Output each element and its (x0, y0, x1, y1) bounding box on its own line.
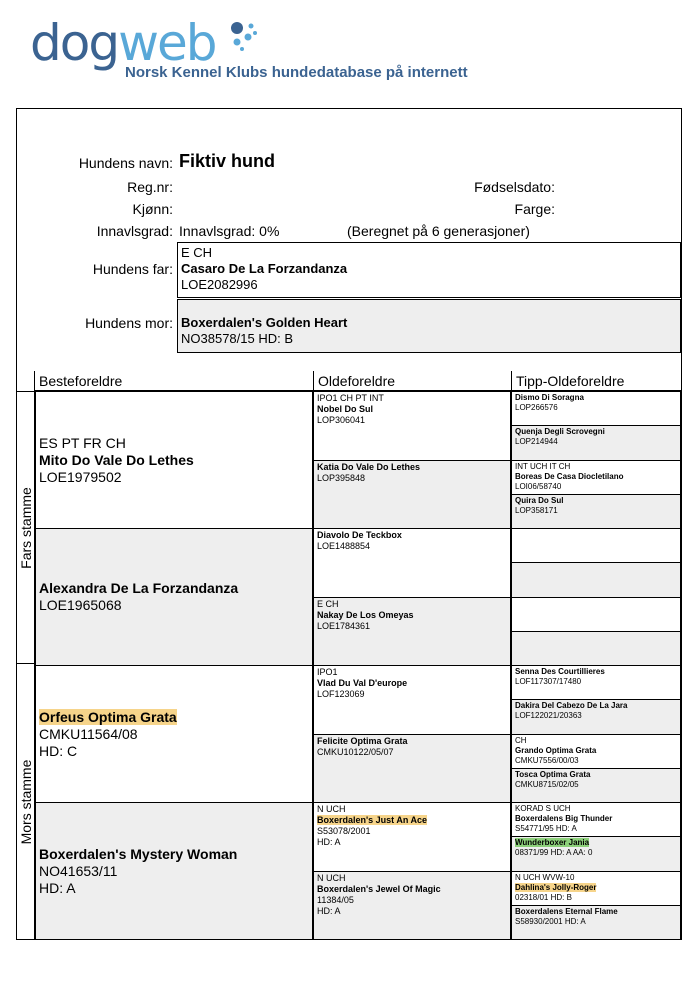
dog-info-section (17, 109, 681, 371)
pedigree-name[interactable]: Alexandra De La Forzandanza (39, 580, 239, 596)
logo-subtitle: Norsk Kennel Klubs hundedatabase på internett (125, 64, 468, 81)
pedigree-name[interactable] (317, 815, 510, 826)
pedigree-name[interactable]: Senna Des Courtillieres (515, 667, 605, 676)
pedigree-title: KORAD S UCH (515, 804, 571, 813)
fars-stamme-side (17, 391, 35, 664)
corner-cell (17, 371, 35, 392)
pedigree-name[interactable]: Diavolo De Teckbox (317, 530, 402, 540)
mother-label: Hundens mor: (85, 315, 173, 331)
pedigree-name[interactable]: Quenja Degli Scrovegni (515, 427, 605, 437)
gender-label: Kjønn: (132, 201, 173, 217)
pedigree-cell-great-grandparents[interactable] (313, 871, 511, 941)
pedigree-cell-great-great-grandparents[interactable] (511, 665, 681, 700)
pedigree-reg: LOE1488854 (317, 541, 371, 551)
mother-name[interactable]: Boxerdalen's Golden Heart (181, 315, 348, 330)
pedigree-cell-grandparents[interactable] (35, 528, 313, 666)
pedigree-name[interactable]: Boxerdalens Eternal Flame (515, 906, 618, 916)
pedigree-cell-great-great-grandparents[interactable] (511, 768, 681, 803)
pedigree-title: ES PT FR CH (39, 434, 126, 451)
pedigree-title: IPO1 CH PT INT (317, 393, 384, 403)
pedigree-name[interactable]: Vlad Du Val D'europe (317, 678, 408, 688)
pedigree-hd: HD: A (317, 905, 341, 916)
mors-stamme-label: Mors stamme (18, 759, 34, 845)
pedigree-name[interactable] (39, 709, 312, 726)
pedigree-title: INT UCH IT CH (515, 461, 571, 471)
pedigree-title: N UCH (317, 804, 346, 814)
pedigree-reg: LOP306041 (317, 415, 366, 425)
pedigree-reg: LOE1965068 (39, 597, 122, 613)
father-title: E CH (181, 245, 213, 260)
pedigree-name[interactable]: Dakira Del Cabezo De La Jara (515, 701, 628, 711)
pedigree-reg: LOF117307/17480 (515, 677, 582, 686)
pedigree-cell-great-great-grandparents[interactable] (511, 494, 681, 529)
pedigree-reg: LOF123069 (317, 689, 365, 699)
header-oldeforeldre: Oldeforeldre (313, 371, 511, 391)
father-box[interactable] (177, 242, 681, 298)
pedigree-cell-great-grandparents[interactable] (313, 597, 511, 667)
pedigree-cell-great-grandparents[interactable] (313, 460, 511, 530)
pedigree-cell-great-great-grandparents[interactable] (511, 562, 681, 597)
pedigree-name[interactable]: Mito Do Vale Do Lethes (39, 451, 194, 468)
pedigree-reg: S54771/95 HD: A (515, 824, 577, 833)
highlighted-dog-name[interactable]: Boxerdalen's Just An Ace (317, 815, 428, 825)
inbreeding-label: Innavlsgrad: (96, 223, 173, 239)
pedigree-name[interactable]: Felicite Optima Grata (317, 735, 408, 746)
pedigree-name[interactable]: Dismo Di Soragna (515, 393, 584, 402)
fars-stamme-label: Fars stamme (18, 487, 34, 569)
regnr-label: Reg.nr: (127, 179, 173, 195)
header-besteforeldre: Besteforeldre (35, 371, 313, 391)
pedigree-name[interactable]: Nakay De Los Omeyas (317, 609, 414, 620)
pedigree-cell-great-grandparents[interactable] (313, 665, 511, 735)
pedigree-name[interactable] (515, 883, 680, 893)
color-label: Farge: (514, 201, 555, 217)
pedigree-reg: 11384/05 (317, 894, 354, 905)
header-tipp-oldeforeldre: Tipp-Oldeforeldre (511, 371, 681, 391)
pedigree-name[interactable]: Nobel Do Sul (317, 404, 373, 414)
pedigree-name[interactable]: Boxerdalen's Mystery Woman (39, 845, 238, 862)
pedigree-reg: CMKU7556/00/03 (515, 755, 579, 765)
pedigree-reg: LOP358171 (515, 505, 558, 515)
logo-wordmark (30, 14, 216, 72)
pedigree-name[interactable]: Grando Optima Grata (515, 745, 597, 755)
pedigree-cell-great-great-grandparents[interactable] (511, 597, 681, 632)
mother-box[interactable] (177, 299, 681, 353)
pedigree-cell-great-great-grandparents[interactable] (511, 425, 681, 460)
pedigree-name[interactable]: Quira Do Sul (515, 495, 564, 505)
pedigree-name[interactable]: Boxerdalens Big Thunder (515, 814, 613, 823)
pedigree-cell-great-grandparents[interactable] (313, 734, 511, 804)
pedigree-reg: LOE1784361 (317, 620, 371, 631)
pedigree-cell-great-great-grandparents[interactable] (511, 836, 681, 871)
pedigree-table (17, 371, 681, 939)
pedigree-reg: NO41653/11 (39, 862, 118, 879)
highlighted-dog-name[interactable]: Orfeus Optima Grata (39, 708, 177, 725)
inbreeding-note: (Beregnet på 6 generasjoner) (347, 223, 530, 239)
father-label: Hundens far: (92, 261, 173, 277)
pedigree-hd: HD: A (317, 837, 341, 847)
pedigree-cell-great-great-grandparents[interactable] (511, 528, 681, 563)
pedigree-cell-great-great-grandparents[interactable] (511, 802, 681, 837)
pedigree-title: IPO1 (317, 667, 338, 677)
pedigree-reg: 02318/01 HD: B (515, 892, 572, 902)
pedigree-reg: LOP395848 (317, 472, 366, 483)
pedigree-cell-grandparents[interactable] (35, 391, 313, 529)
paw-dots-icon (228, 20, 268, 56)
pedigree-cell-great-great-grandparents[interactable] (511, 631, 681, 666)
name-label: Hundens navn: (78, 155, 173, 171)
pedigree-title: CH (515, 735, 527, 745)
logo-dog-text: dog (30, 14, 119, 72)
pedigree-cell-great-great-grandparents[interactable] (511, 871, 681, 906)
pedigree-reg: CMKU8715/02/05 (515, 779, 579, 789)
pedigree-hd: HD: C (39, 742, 78, 759)
pedigree-reg: CMKU11564/08 (39, 725, 138, 742)
pedigree-title: N UCH (317, 872, 346, 883)
father-name[interactable]: Casaro De La Forzandanza (181, 261, 348, 276)
pedigree-cell-great-great-grandparents[interactable] (511, 699, 681, 734)
father-reg: LOE2082996 (181, 277, 258, 292)
pedigree-title: E CH (317, 598, 339, 609)
pedigree-reg: LOI06/58740 (515, 481, 562, 491)
pedigree-cell-great-great-grandparents[interactable] (511, 391, 681, 426)
mother-reg: NO38578/15 HD: B (181, 331, 294, 346)
pedigree-name[interactable]: Katia Do Vale Do Lethes (317, 461, 421, 472)
pedigree-cell-great-grandparents[interactable] (313, 391, 511, 461)
pedigree-cell-grandparents[interactable] (35, 802, 313, 940)
pedigree-name[interactable] (515, 838, 680, 848)
pedigree-reg: S58930/2001 HD: A (515, 916, 586, 926)
pedigree-title: N UCH WVW-10 (515, 872, 575, 882)
pedigree-name[interactable]: Boxerdalen's Jewel Of Magic (317, 883, 441, 894)
pedigree-name[interactable]: Boreas De Casa Diocletilano (515, 471, 624, 481)
pedigree-reg: LOF122021/20363 (515, 711, 582, 721)
pedigree-cell-grandparents[interactable] (35, 665, 313, 803)
highlighted-dog-name[interactable]: Wunderboxer Jania (515, 838, 590, 848)
pedigree-hd: HD: A (39, 879, 76, 896)
pedigree-name[interactable]: Tosca Optima Grata (515, 769, 591, 779)
inbreeding-value: Innavlsgrad: 0% (179, 223, 280, 239)
mors-stamme-side (17, 663, 35, 939)
dog-name: Fiktiv hund (179, 151, 275, 171)
pedigree-reg: 08371/99 HD: A AA: 0 (515, 848, 593, 858)
pedigree-reg: LOP214944 (515, 437, 558, 447)
pedigree-cell-great-great-grandparents[interactable] (511, 734, 681, 769)
pedigree-reg: S53078/2001 (317, 826, 371, 836)
pedigree-cell-great-great-grandparents[interactable] (511, 460, 681, 495)
birth-label: Fødselsdato: (474, 179, 555, 195)
pedigree-reg: LOE1979502 (39, 468, 122, 485)
logo-web-text: web (118, 14, 216, 72)
highlighted-dog-name[interactable]: Dahlina's Jolly-Roger (515, 882, 597, 892)
pedigree-frame (16, 108, 682, 940)
pedigree-cell-great-great-grandparents[interactable] (511, 905, 681, 940)
pedigree-cell-great-grandparents[interactable] (313, 528, 511, 598)
pedigree-cell-great-grandparents[interactable] (313, 802, 511, 872)
pedigree-reg: CMKU10122/05/07 (317, 746, 394, 757)
pedigree-reg: LOP266576 (515, 403, 558, 412)
dogweb-logo[interactable] (30, 14, 510, 88)
